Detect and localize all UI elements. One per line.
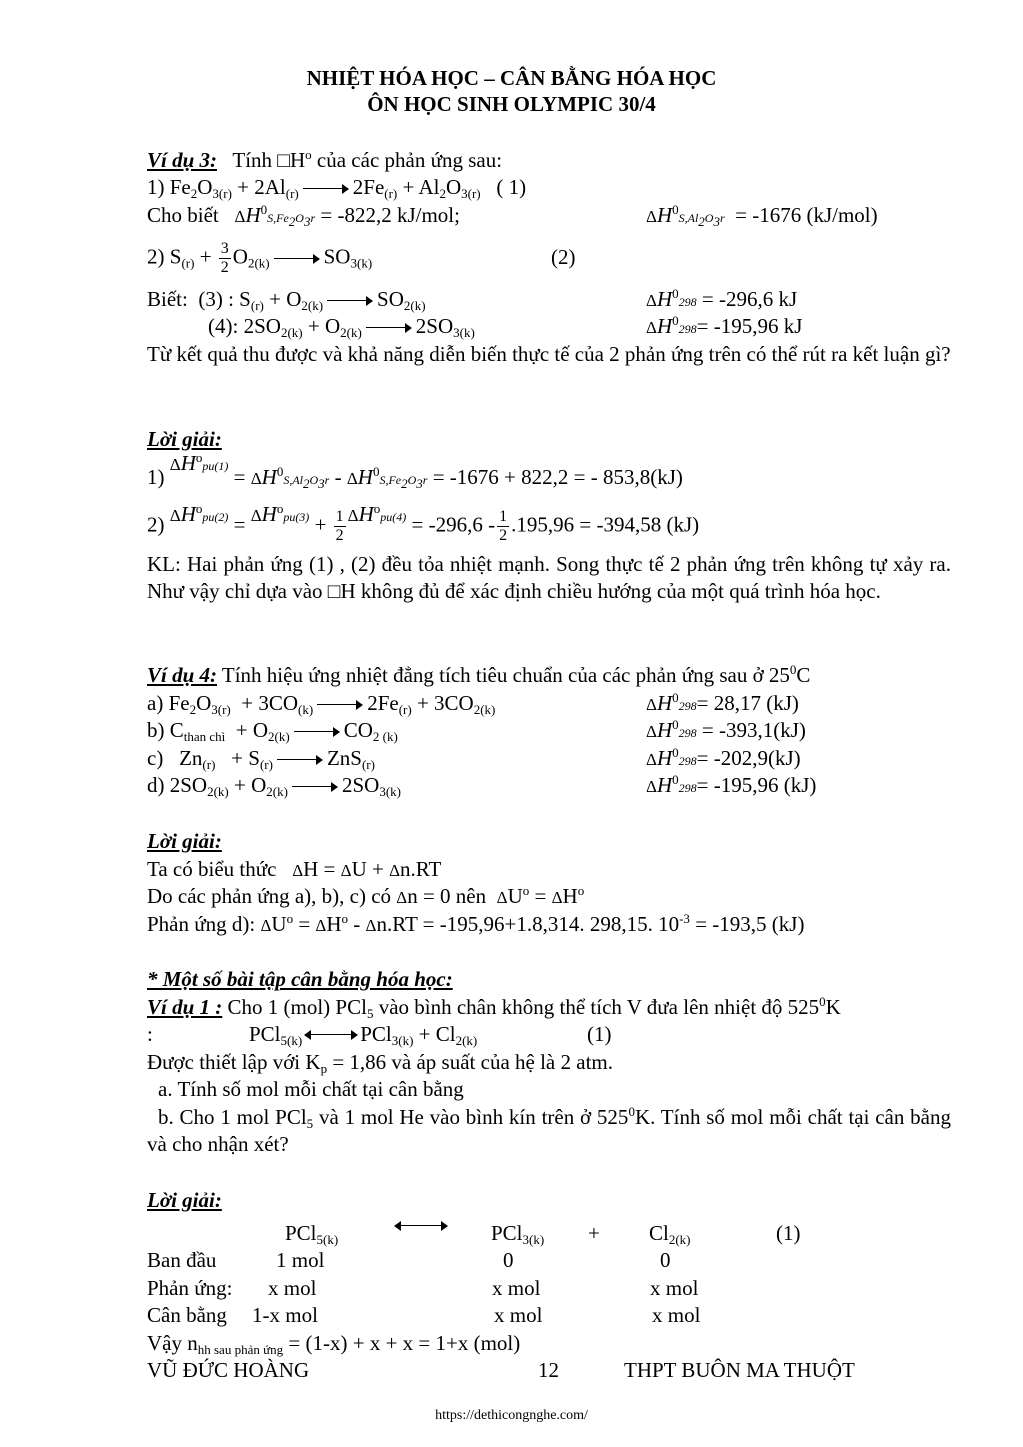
footer-school: THPT BUÔN MA THUỘT xyxy=(624,1358,855,1382)
right-arrow-icon xyxy=(303,184,349,194)
reaction-a-value: $\Delta H^0298= 28,17$ (kJ) xyxy=(646,690,799,715)
table-cell: 1-x mol xyxy=(252,1303,318,1327)
reaction-b-value: $\Delta H^0298 = -393,1(kJ)$ xyxy=(646,717,806,742)
total-moles: Vậy $n_{hh sau phản ứng} = (1-x) + x + x = 1+x$ (mol) xyxy=(147,1331,521,1357)
conclusion-text: KL: Hai phản ứng (1) , (2) đều tỏa nhiệt mạnh. Song thực tế 2 phản ứng trên không tự xảy ra. Như vậy chỉ dựa vào □H không đủ để xác định chiều hướng của một quá trình hóa học. xyxy=(147,552,951,603)
double-arrow-icon xyxy=(304,1030,358,1042)
table-row: Phản ứng: xyxy=(147,1276,233,1300)
table-number: (1) xyxy=(776,1221,801,1245)
kp-line: Được thiết lập với $K_p = 1,86$ và áp suất của hệ là 2 atm. xyxy=(147,1050,613,1076)
footer-author: VŨ ĐỨC HOÀNG xyxy=(147,1358,310,1382)
table-species-cl2: $Cl_{2(k)}$ xyxy=(649,1221,691,1247)
table-species-pcl5: PCl$_{5(k)}$ xyxy=(285,1221,339,1247)
reaction-a: a) $Fe_2O_{3(r)} + 3CO_{(k)}$ $2Fe_{(r)} + 3CO_{2(k)}$ xyxy=(147,691,496,717)
known-3: Biết: (3) : $S_{(r)} + O_{2(k)}$ $SO_{2(k)}$ xyxy=(147,287,426,313)
example4-intro: Ví dụ 4: Tính hiệu ứng nhiệt đẳng tích tiêu chuẩn của các phản ứng sau ở $25^0C$ xyxy=(147,662,811,687)
solution3-line2: 2) $\Delta H^opu(2) = \Delta H^opu(3)$ + $\frac{1}{2}$ $\Delta H^opu(4) = -296,6$ - $\frac{1}{2}$ .195,96 = -394,58 (kJ) xyxy=(147,501,700,544)
table-cell: 0 xyxy=(503,1248,514,1272)
footer-page-number: 12 xyxy=(538,1358,559,1382)
solution3-line1: 1) $\Delta H^opu(1) = \Delta H^0S,Al_2O_3r - \Delta H^0S,Fe_2O_3r = -1676 + 822,2$ = - 853,8(kJ) xyxy=(147,450,683,491)
reaction-b: b) $C_{than chì} + O_{2(k)}$ $CO_{2 (k)}$ xyxy=(147,718,398,744)
right-arrow-icon xyxy=(366,323,412,333)
table-plus: + xyxy=(588,1221,600,1245)
question-b: b. Cho 1 mol PCl$_5$ và 1 mol He vào bình kín trên ở $525^0K$. Tính số mol mỗi chất tại cân bằng và cho nhận xét? xyxy=(147,1104,952,1156)
table-species-pcl3: PCl$_{3(k)}$ xyxy=(491,1221,545,1247)
right-arrow-icon xyxy=(294,727,340,737)
eq-reaction-formula: PCl$_{5(k)}$ $PCl_{3(k)} + Cl_{2(k)}$ xyxy=(249,1022,478,1048)
solution4-label: Lời giải: xyxy=(147,829,222,853)
solution3-label: Lời giải: xyxy=(147,427,222,451)
solution-eq-label: Lời giải: xyxy=(147,1188,222,1212)
table-cell: x mol xyxy=(650,1276,699,1300)
example3-question: Từ kết quả thu được và khả năng diễn biến thực tế của 2 phản ứng trên có thể rút ra kết luận gì? xyxy=(147,342,951,366)
table-cell: 0 xyxy=(660,1248,671,1272)
table-cell: x mol xyxy=(268,1276,317,1300)
known-4: (4): $2SO_{2(k)} + O_{2(k)}$ $2SO_{3(k)}$ xyxy=(208,314,475,340)
eq-reaction: : xyxy=(147,1022,153,1046)
solution4-line2: Do các phản ứng a), b), c) có Δn = 0 nên $\Delta U^o = \Delta H^o$ xyxy=(147,883,585,908)
given-line-2: $\Delta H^0S,Al_2O_3r = -1676$ (kJ/mol) xyxy=(646,202,878,229)
solution4-line3: Phản ứng d): $\Delta U^o = \Delta H^o - \Delta n.RT = -195,96+1.8,314$. 298,15. $10^{-3} = -193,5$ (kJ) xyxy=(147,911,805,936)
given-line: Cho biết $\Delta H^0S,Fe_2O_3r = -822,2$ kJ/mol; xyxy=(147,202,460,229)
right-arrow-icon xyxy=(327,296,373,306)
table-cell: 1 mol xyxy=(276,1248,325,1272)
right-arrow-icon xyxy=(292,782,338,792)
right-arrow-icon xyxy=(317,700,363,710)
table-cell: x mol xyxy=(492,1276,541,1300)
known-4-value: $\Delta H^0298= -195,96$ kJ xyxy=(646,313,803,338)
eq-example1-intro: Ví dụ 1 : Cho 1 (mol) PCl$_5$ vào bình chân không thể tích V đưa lên nhiệt độ $525^0K$ xyxy=(147,994,841,1021)
table-cell: x mol xyxy=(494,1303,543,1327)
reaction-c: c) $Zn_{(r)} + S_{(r)}$ ZnS$_{(r)}$ xyxy=(147,746,375,772)
right-arrow-icon xyxy=(274,254,320,264)
section-heading: * Một số bài tập cân bằng hóa học: xyxy=(147,967,453,991)
reaction-1: 1) $Fe_2O_{3(r)} + 2Al_{(r)}$ $2Fe_{(r)} + Al_2O_{3(r)}$ ( 1) xyxy=(147,175,527,201)
right-arrow-icon xyxy=(277,755,323,765)
reaction-2: 2) $S_{(r)}$ + $\frac{3}{2}$ $O_{2(k)}$ $SO_{3(k)}$ xyxy=(147,240,373,276)
footer-url-link[interactable]: https://dethicongnghe.com/ xyxy=(435,1408,588,1423)
table-cell: x mol xyxy=(652,1303,701,1327)
question-a: a. Tính số mol mỗi chất tại cân bằng xyxy=(158,1077,464,1101)
eq-reaction-number: (1) xyxy=(587,1022,612,1046)
double-arrow-icon xyxy=(392,1212,450,1238)
table-row: Cân bằng xyxy=(147,1303,227,1327)
page-title: NHIỆT HÓA HỌC – CÂN BẰNG HÓA HỌC xyxy=(306,66,717,90)
reaction-c-value: $\Delta H^0298= -202,9(kJ)$ xyxy=(646,745,801,770)
reaction-d-value: $\Delta H^0298= -195,96$ (kJ) xyxy=(646,772,817,797)
solution4-line1: Ta có biểu thức ΔH = ΔU + Δn.RT xyxy=(147,857,442,881)
table-row: Ban đầu xyxy=(147,1248,217,1272)
example3-intro: Ví dụ 3: Tính $□H^o$ của các phản ứng sau: xyxy=(147,147,503,172)
known-3-value: $\Delta H^0298 = -296,6$ kJ xyxy=(646,286,798,311)
reaction-d: d) $2SO_{2(k)} + O_{2(k)}$ $2SO_{3(k)}$ xyxy=(147,773,401,799)
page-subtitle: ÔN HỌC SINH OLYMPIC 30/4 xyxy=(367,92,656,116)
reaction-2-number: (2) xyxy=(551,245,576,269)
